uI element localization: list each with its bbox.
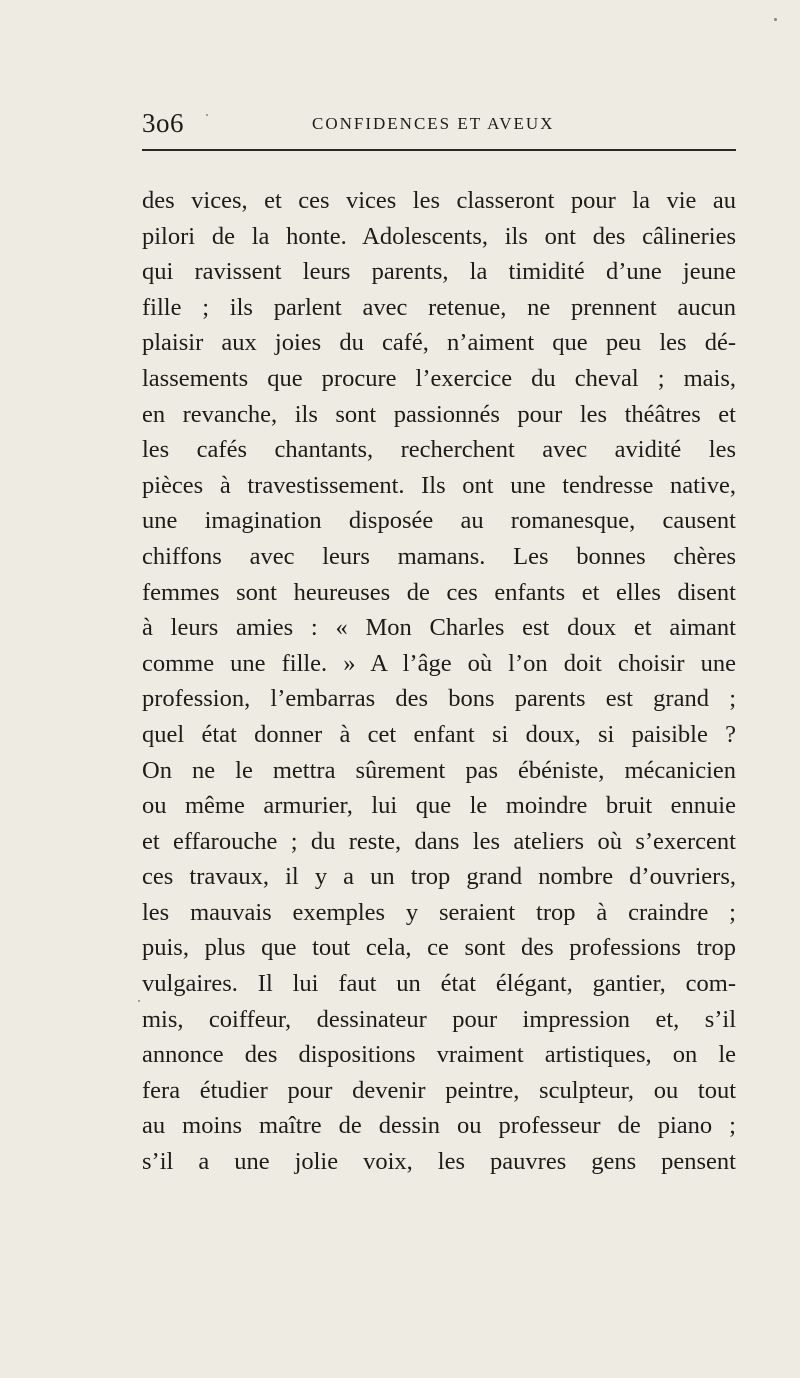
text-line-8: les cafés chantants, recherchent avec avidité les: [142, 436, 736, 464]
paper-speck: [774, 18, 777, 21]
text-line-12: femmes sont heureuses de ces enfants et elles disent: [142, 578, 736, 606]
text-line-23: vulgaires. Il lui faut un état élégant, gantier, com-: [142, 970, 736, 998]
text-line-3: qui ravissent leurs parents, la timidité d’une jeune: [142, 258, 736, 286]
text-line-10: une imagination disposée au romanesque, causent: [142, 507, 736, 535]
text-line-21: les mauvais exemples y seraient trop à craindre ;: [142, 898, 736, 926]
running-head: CONFIDENCES ET AVEUX: [312, 114, 555, 133]
text-line-16: quel état donner à cet enfant si doux, si paisible ?: [142, 720, 736, 748]
text-line-4: fille ; ils parlent avec retenue, ne prennent aucun: [142, 293, 736, 321]
text-line-24: mis, coiffeur, dessinateur pour impression et, s’il: [142, 1005, 736, 1033]
body-text: [142, 183, 736, 1180]
text-line-27: au moins maître de dessin ou professeur de piano ;: [142, 1112, 736, 1140]
text-line-26: fera étudier pour devenir peintre, sculpteur, ou tout: [142, 1076, 736, 1104]
text-line-13: à leurs amies : « Mon Charles est doux et aimant: [142, 614, 736, 642]
text-line-1: des vices, et ces vices les classeront pour la vie au: [142, 187, 736, 214]
text-line-14: comme une fille. » A l’âge où l’on doit choisir une: [142, 649, 736, 677]
paper-speck: [206, 114, 208, 116]
text-line-7: en revanche, ils sont passionnés pour les théâtres et: [142, 400, 736, 428]
page-header: [142, 108, 736, 148]
text-line-6: lassements que procure l’exercice du cheval ; mais,: [142, 364, 736, 392]
text-line-15: profession, l’embarras des bons parents est grand ;: [142, 685, 736, 713]
text-line-19: et effarouche ; du reste, dans les ateliers où s’exercent: [142, 827, 736, 855]
text-line-28: s’il a une jolie voix, les pauvres gens pensent: [142, 1148, 736, 1176]
text-line-9: pièces à travestissement. Ils ont une tendresse native,: [142, 471, 736, 499]
paper-speck: [138, 1000, 140, 1002]
text-line-22: puis, plus que tout cela, ce sont des professions trop: [142, 934, 736, 962]
text-line-2: pilori de la honte. Adolescents, ils ont des câlineries: [142, 222, 736, 250]
text-line-5: plaisir aux joies du café, n’aiment que peu les dé-: [142, 329, 736, 357]
page-number: 3o6: [142, 108, 184, 138]
text-line-25: annonce des dispositions vraiment artistiques, on le: [142, 1041, 736, 1069]
text-line-11: chiffons avec leurs mamans. Les bonnes chères: [142, 542, 736, 570]
text-line-20: ces travaux, il y a un trop grand nombre d’ouvriers,: [142, 863, 736, 891]
header-rule: [142, 149, 736, 151]
text-line-17: On ne le mettra sûrement pas ébéniste, mécanicien: [142, 756, 736, 784]
text-line-18: ou même armurier, lui que le moindre bruit ennuie: [142, 792, 736, 820]
